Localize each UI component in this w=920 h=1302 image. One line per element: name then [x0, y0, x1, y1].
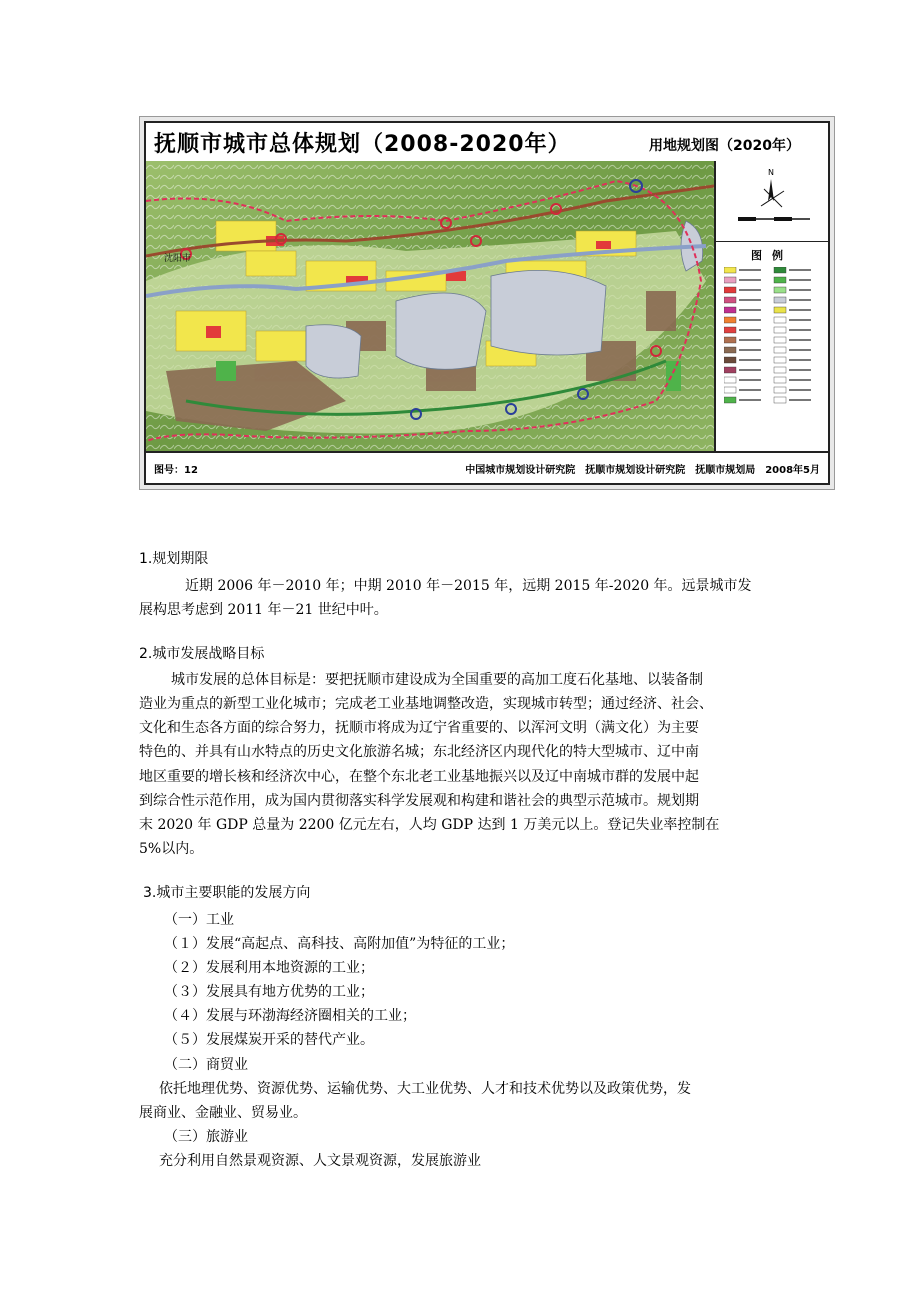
map-graphic: [146, 161, 714, 453]
section-2-line-8: 5%以内。: [139, 841, 204, 857]
map-image: [146, 161, 714, 453]
svg-text:N: N: [768, 168, 774, 177]
section-3-commerce-line-1: 依托地理优势、资源优势、运输优势、大工业优势、人才和技术优势以及政策优势，发: [159, 1081, 691, 1097]
compass-box: [716, 161, 828, 242]
section-3-industry-2: （２）发展利用本地资源的工业；: [164, 960, 374, 976]
legend-title: 图例: [751, 249, 793, 262]
section-2-line-5: 地区重要的增长核和经济次中心，在整个东北老工业基地振兴以及辽中南城市群的发展中起: [139, 769, 699, 785]
section-2-line-4: 特色的、并具有山水特点的历史文化旅游名城；东北经济区内现代化的特大型城市、辽中南: [139, 744, 699, 760]
section-3-tourism-line-1: 充分利用自然景观资源、人文景观资源，发展旅游业: [159, 1153, 481, 1169]
legend-panel: [714, 161, 828, 453]
legend-swatches: [724, 267, 822, 451]
section-1-line-2: 展构思考虑到 2011 年－21 世纪中叶。: [139, 602, 388, 618]
section-3-industry-5: （５）发展煤炭开采的替代产业。: [164, 1032, 374, 1048]
section-3-industry-4: （４）发展与环渤海经济圈相关的工业；: [164, 1008, 416, 1024]
section-2-line-2: 造业为重点的新型工业化城市；完成老工业基地调整改造，实现城市转型；通过经济、社会、: [139, 696, 713, 712]
section-2-heading: 2.城市发展战略目标: [139, 646, 265, 662]
section-2-line-3: 文化和生态各方面的综合努力，抚顺市将成为辽宁省重要的、以浑河文明（满文化）为主要: [139, 720, 699, 736]
section-1-heading: 1.规划期限: [139, 551, 209, 567]
map-title: 抚顺市城市总体规划（2008-2020年）: [154, 132, 571, 157]
section-3-industry-3: （３）发展具有地方优势的工业；: [164, 984, 374, 1000]
shenyang-label: 沈阳市: [164, 254, 192, 264]
section-3-commerce-line-2: 展商业、金融业、贸易业。: [139, 1105, 307, 1121]
map-title-bar: [146, 123, 828, 163]
section-3-item-tourism: （三）旅游业: [164, 1129, 248, 1145]
section-3-heading: 3.城市主要职能的发展方向: [143, 885, 311, 901]
figure-number: 图号：12: [154, 465, 198, 476]
section-2-line-7: 末 2020 年 GDP 总量为 2200 亿元左右，人均 GDP 达到 1 万美元以上。登记失业率控制在: [139, 817, 720, 833]
map-credits: 中国城市规划设计研究院 抚顺市规划设计研究院 抚顺市规划局 2008年5月: [465, 465, 820, 476]
map-footer: [146, 451, 828, 483]
map-frame: [144, 121, 830, 485]
north-arrow-icon: [716, 161, 832, 241]
land-use-plan-map: [139, 116, 835, 490]
section-3-item-commerce: （二）商贸业: [164, 1057, 248, 1073]
map-subtitle: 用地规划图（2020年）: [649, 138, 800, 154]
section-2-line-6: 到综合性示范作用，成为国内贯彻落实科学发展观和构建和谐社会的典型示范城市。规划期: [139, 793, 699, 809]
section-3-item-industry: （一）工业: [164, 912, 234, 928]
section-1-line-1: 近期 2006 年－2010 年；中期 2010 年－2015 年，远期 2015 年-2020 年。远景城市发: [185, 578, 752, 594]
section-3-industry-1: （１）发展“高起点、高科技、高附加值”为特征的工业；: [164, 936, 515, 952]
section-2-line-1: 城市发展的总体目标是：要把抚顺市建设成为全国重要的高加工度石化基地、以装备制: [171, 672, 703, 688]
